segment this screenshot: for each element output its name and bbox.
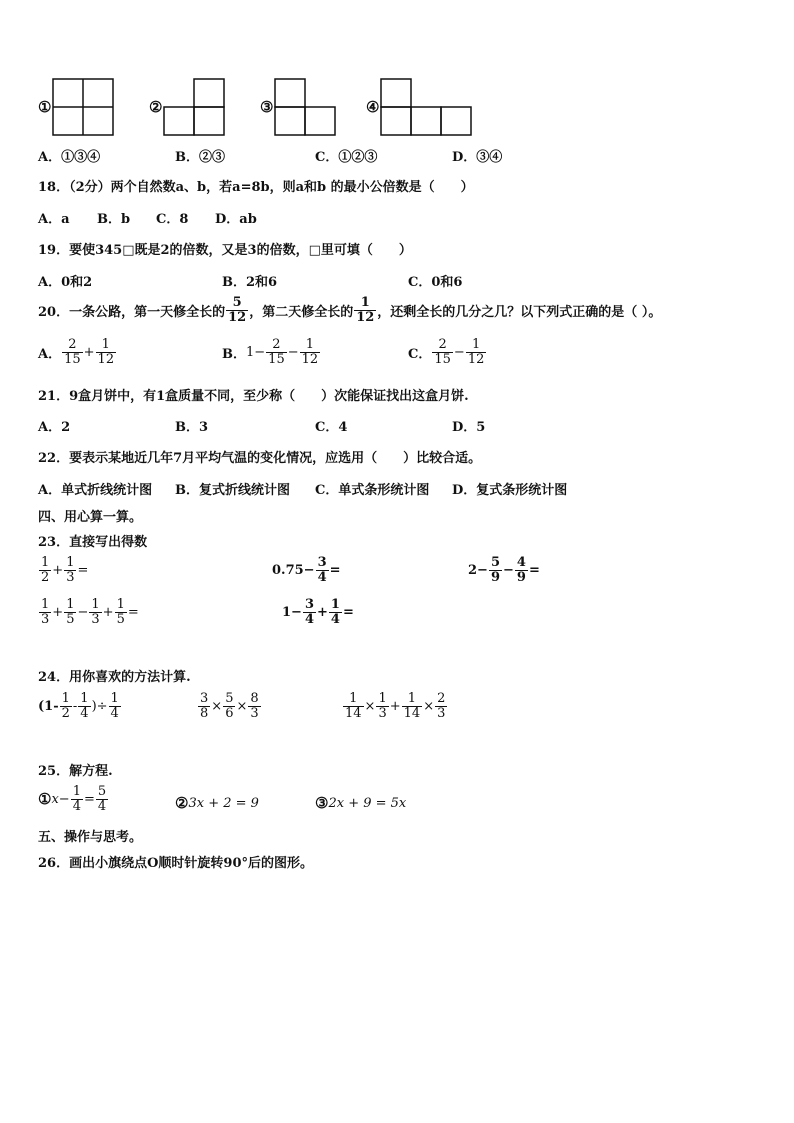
expression: $\frac{1}{14}$ × $\frac{1}{3}$ + $\frac{1}{14}$ × $\frac{2}{3}$ bbox=[345, 691, 446, 721]
question-25-stem: 25．解方程. bbox=[38, 764, 113, 779]
option-c: C．8 bbox=[156, 212, 189, 227]
expression: (1- $\frac{1}{2}$ - $\frac{1}{4}$ )÷ $\frac{1}{4}$ bbox=[38, 691, 119, 721]
figure-3 bbox=[260, 78, 339, 136]
figure-label: ① bbox=[38, 98, 52, 116]
fraction: $\frac{5}{12}$ bbox=[228, 295, 247, 325]
option-a: A．a bbox=[38, 212, 70, 227]
option-c: C．4 bbox=[315, 420, 348, 435]
option-a: A．①③④ bbox=[38, 150, 101, 165]
option-c: C． $\frac{2}{15}$ − $\frac{1}{12}$ bbox=[408, 337, 485, 367]
expression: $\frac{1}{2}$ + $\frac{1}{3}$ = bbox=[41, 555, 89, 585]
option-d: D．复式条形统计图 bbox=[452, 483, 568, 498]
option-b: B．2和6 bbox=[222, 275, 278, 290]
option-b: B．3 bbox=[175, 420, 209, 435]
grid-figure-2 bbox=[162, 78, 226, 136]
expression: $\frac{1}{3}$ + $\frac{1}{5}$ − $\frac{1}{3}$ + $\frac{1}{5}$ = bbox=[41, 597, 139, 627]
option-d: D．③④ bbox=[452, 150, 503, 165]
option-a: A． $\frac{2}{15}$ + $\frac{1}{12}$ bbox=[38, 337, 115, 367]
expression: 2− $\frac{5}{9}$ − $\frac{4}{9}$ = bbox=[468, 555, 540, 585]
option-b: B．b bbox=[97, 212, 131, 227]
expression: 1− $\frac{3}{4}$ + $\frac{1}{4}$ = bbox=[282, 597, 354, 627]
option-a: A．单式折线统计图 bbox=[38, 483, 153, 498]
question-22-stem: 22．要表示某地近几年7月平均气温的变化情况，应选用（ ）比较合适。 bbox=[38, 451, 482, 466]
question-23-stem: 23．直接写出得数 bbox=[38, 535, 148, 550]
question-18-stem: 18．（2分）两个自然数a、b，若a=8b，则a和b 的最小公倍数是（ ） bbox=[38, 180, 474, 195]
option-d: D．ab bbox=[215, 212, 257, 227]
question-21-stem: 21．9盒月饼中，有1盒质量不同，至少称（ ）次能保证找出这盒月饼. bbox=[38, 389, 469, 404]
option-d: D．5 bbox=[452, 420, 486, 435]
question-19-stem: 19．要使345□既是2的倍数，又是3的倍数，□里可填（ ） bbox=[38, 243, 412, 258]
figure-2 bbox=[149, 78, 226, 136]
option-c: C．0和6 bbox=[408, 275, 463, 290]
equation-2: ② 3x + 2 = 9 bbox=[175, 794, 259, 812]
section-heading: 四、用心算一算。 bbox=[38, 510, 143, 525]
grid-figure-1 bbox=[51, 78, 115, 136]
grid-figure-4 bbox=[379, 78, 475, 136]
figure-4 bbox=[366, 78, 475, 136]
option-b: B． 1− $\frac{2}{15}$ − $\frac{1}{12}$ bbox=[222, 337, 319, 367]
option-a: A．0和2 bbox=[38, 275, 93, 290]
equation-1: ① x− $\frac{1}{4}$ = $\frac{5}{4}$ bbox=[38, 784, 107, 814]
figure-1 bbox=[38, 78, 115, 136]
option-b: B．复式折线统计图 bbox=[175, 483, 290, 498]
question-24-stem: 24．用你喜欢的方法计算. bbox=[38, 670, 191, 685]
question-26-stem: 26．画出小旗绕点O顺时针旋转90°后的图形。 bbox=[38, 856, 314, 871]
figure-label: ② bbox=[149, 98, 163, 116]
expression: $\frac{3}{8}$ × $\frac{5}{6}$ × $\frac{8}{3}$ bbox=[200, 691, 259, 721]
option-a: A．2 bbox=[38, 420, 71, 435]
figure-label: ④ bbox=[366, 98, 380, 116]
option-c: C．单式条形统计图 bbox=[315, 483, 430, 498]
option-b: B．②③ bbox=[175, 150, 225, 165]
equation-3: ③ 2x + 9 = 5x bbox=[315, 794, 407, 812]
question-20-stem: 20．一条公路，第一天修全长的 $\frac{5}{12}$ ，第二天修全长的 $\frac{1}{12}$ ，还剩全长的几分之几？以下列式正确的是（ ）。 bbox=[38, 295, 662, 325]
fraction: $\frac{1}{12}$ bbox=[356, 295, 375, 325]
figure-label: ③ bbox=[260, 98, 274, 116]
section-heading: 五、操作与思考。 bbox=[38, 830, 143, 845]
expression: 0.75− $\frac{3}{4}$ = bbox=[272, 555, 341, 585]
option-c: C．①②③ bbox=[315, 150, 378, 165]
grid-figure-3 bbox=[273, 78, 339, 136]
